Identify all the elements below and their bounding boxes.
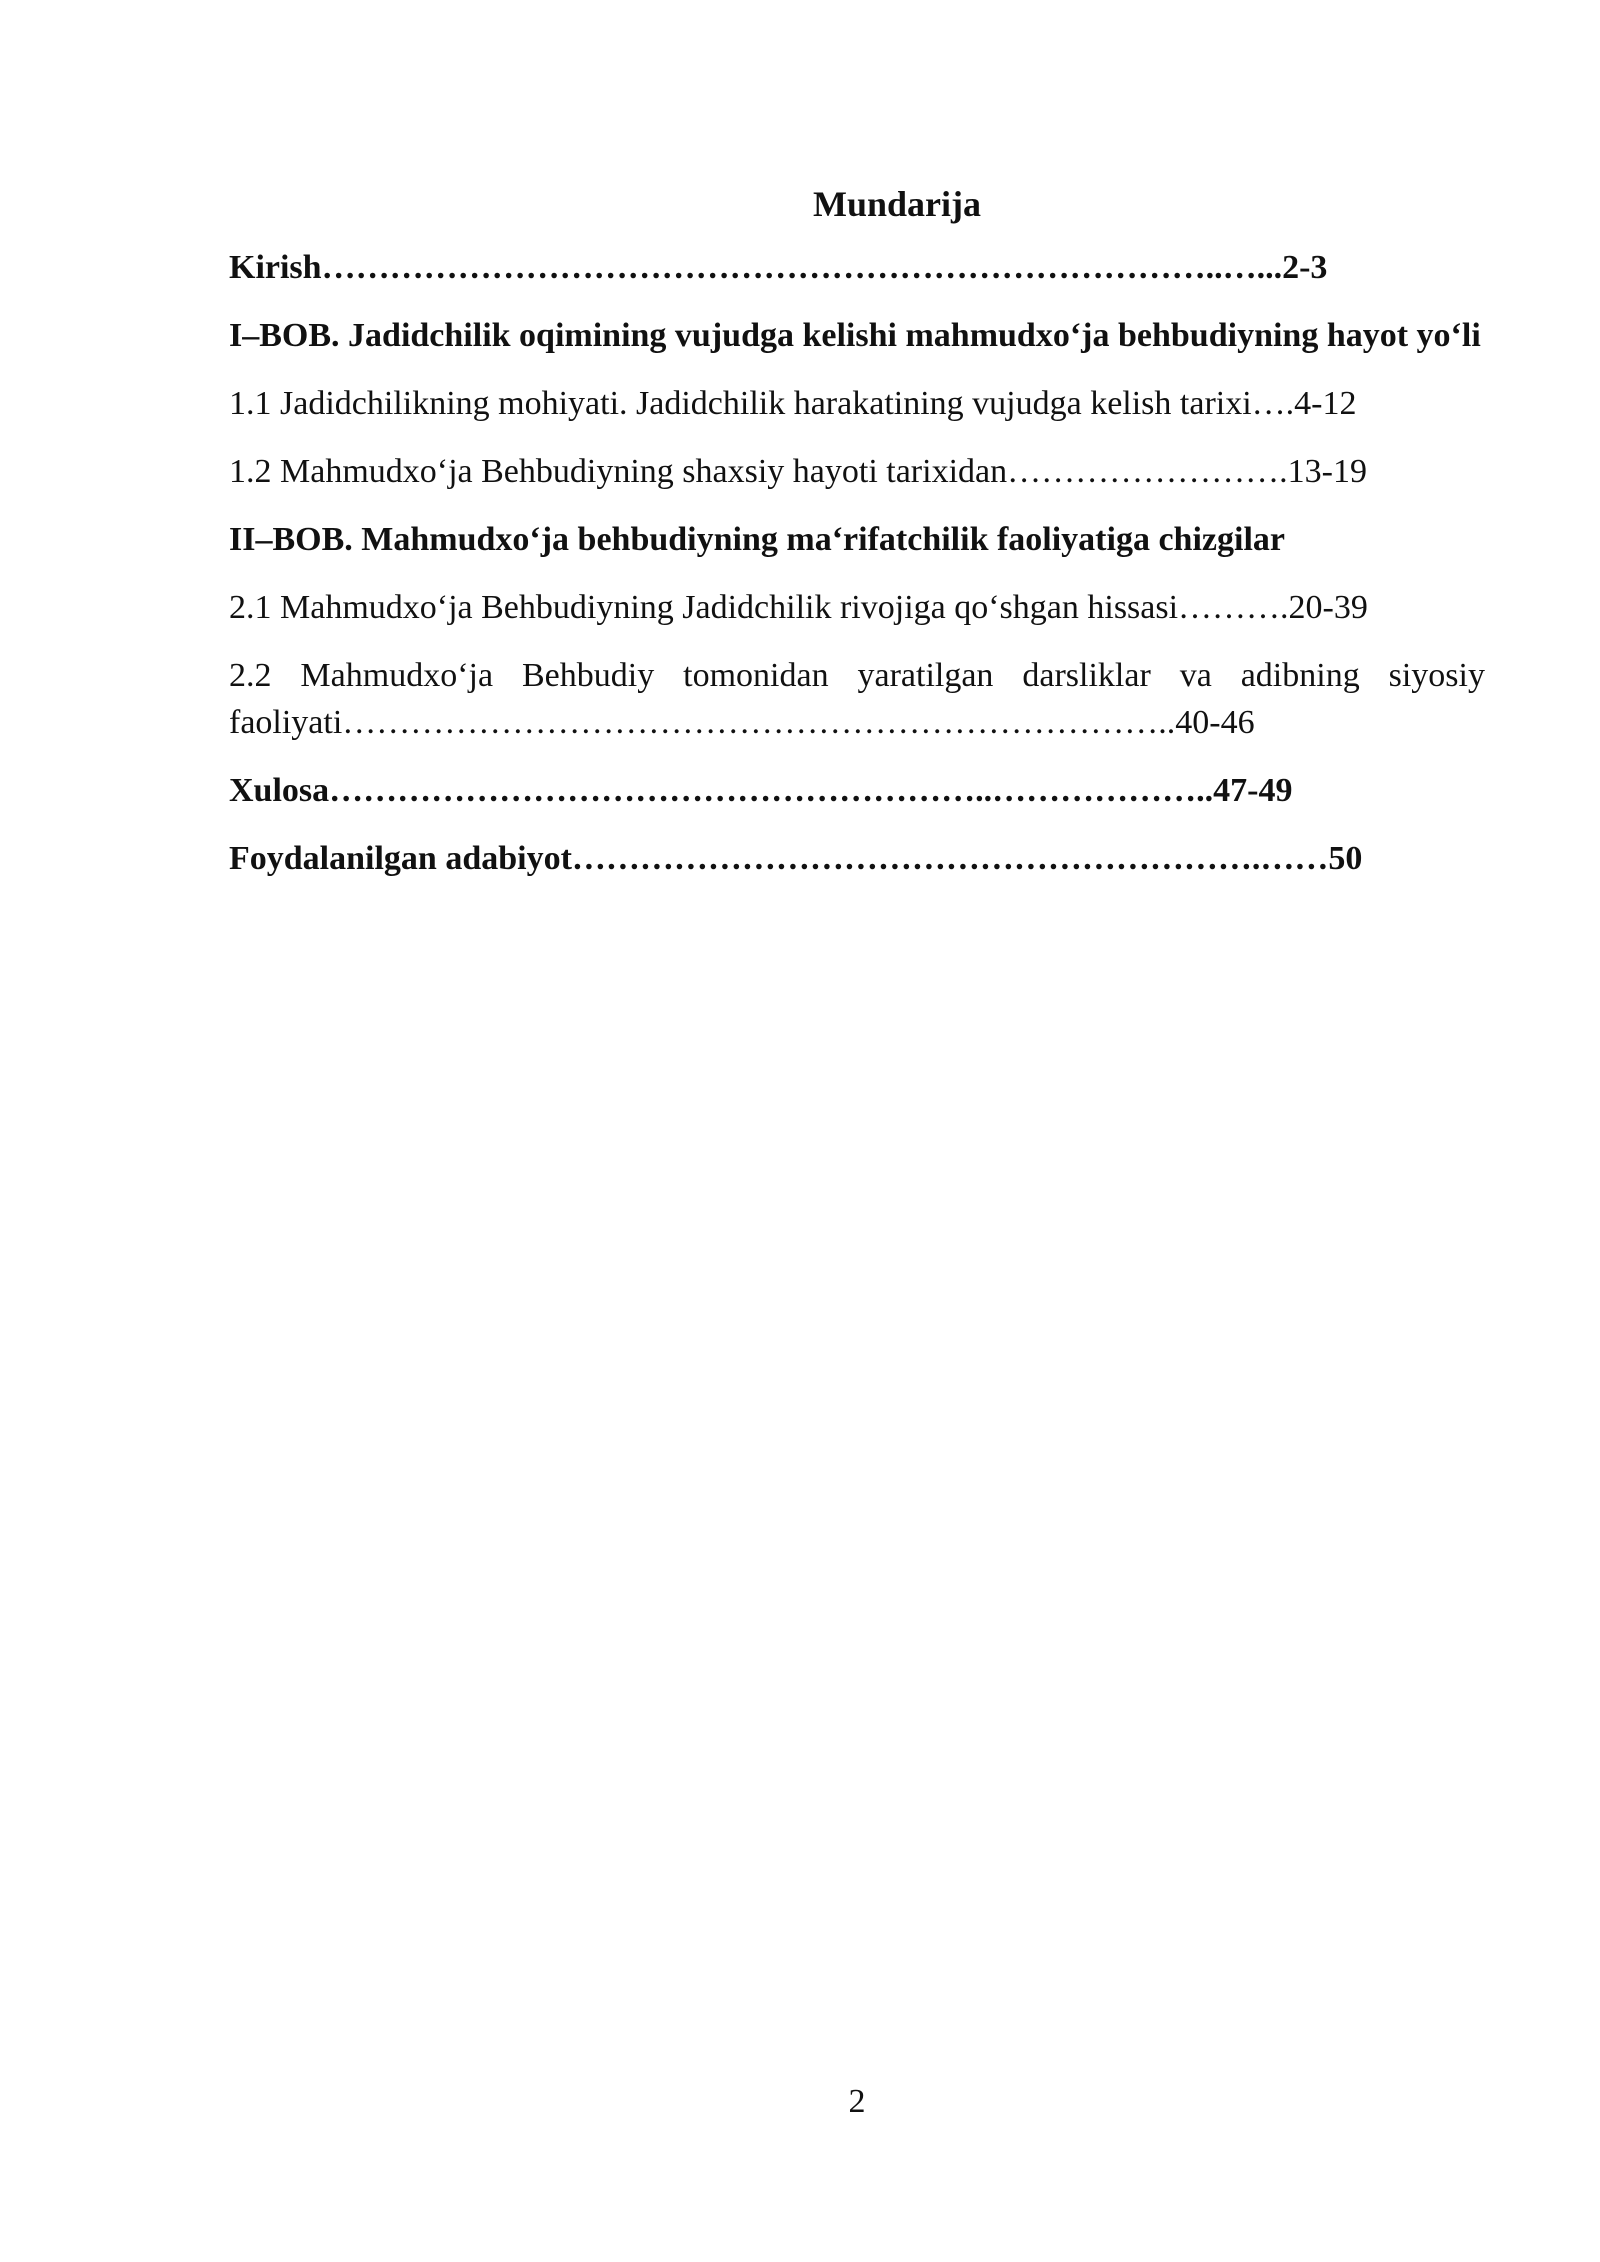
page-number: 2 — [848, 2083, 866, 2120]
toc-entry-chapter-1: I–BOB. Jadidchilik oqimining vujudga kelishi mahmudxo‘ja behbudiyning hayot yo‘li — [229, 317, 1481, 354]
toc-entry-section-2-1: 2.1 Mahmudxo‘ja Behbudiyning Jadidchilik rivojiga qo‘shgan hissasi……….20-39 — [229, 589, 1368, 626]
toc-entry-adabiyot: Foydalanilgan adabiyot…………………………………………………….……50 — [229, 840, 1363, 877]
toc-entry-chapter-2: II–BOB. Mahmudxo‘ja behbudiyning ma‘rifatchilik faoliyatiga chizgilar — [229, 521, 1285, 558]
table-of-contents — [229, 178, 1485, 903]
toc-entry-section-1-2: 1.2 Mahmudxo‘ja Behbudiyning shaxsiy hayoti tarixidan…………………….13-19 — [229, 453, 1367, 490]
toc-entry-kirish: Kirish……………………………………………………………………..…...2-3 — [229, 249, 1328, 286]
toc-title: Mundarija — [812, 184, 981, 224]
toc-entry-xulosa: Xulosa…………………………………………………..………………..47-49 — [229, 772, 1293, 809]
toc-entry-section-1-1: 1.1 Jadidchilikning mohiyati. Jadidchilik harakatining vujudga kelish tarixi….4-12 — [229, 385, 1357, 422]
toc-entry-section-2-2: 2.2 Mahmudxo‘ja Behbudiy tomonidan yaratilgan darsliklar va adibning siyosiy faoliyati………………………………………………………………..40-46 — [229, 657, 1485, 741]
